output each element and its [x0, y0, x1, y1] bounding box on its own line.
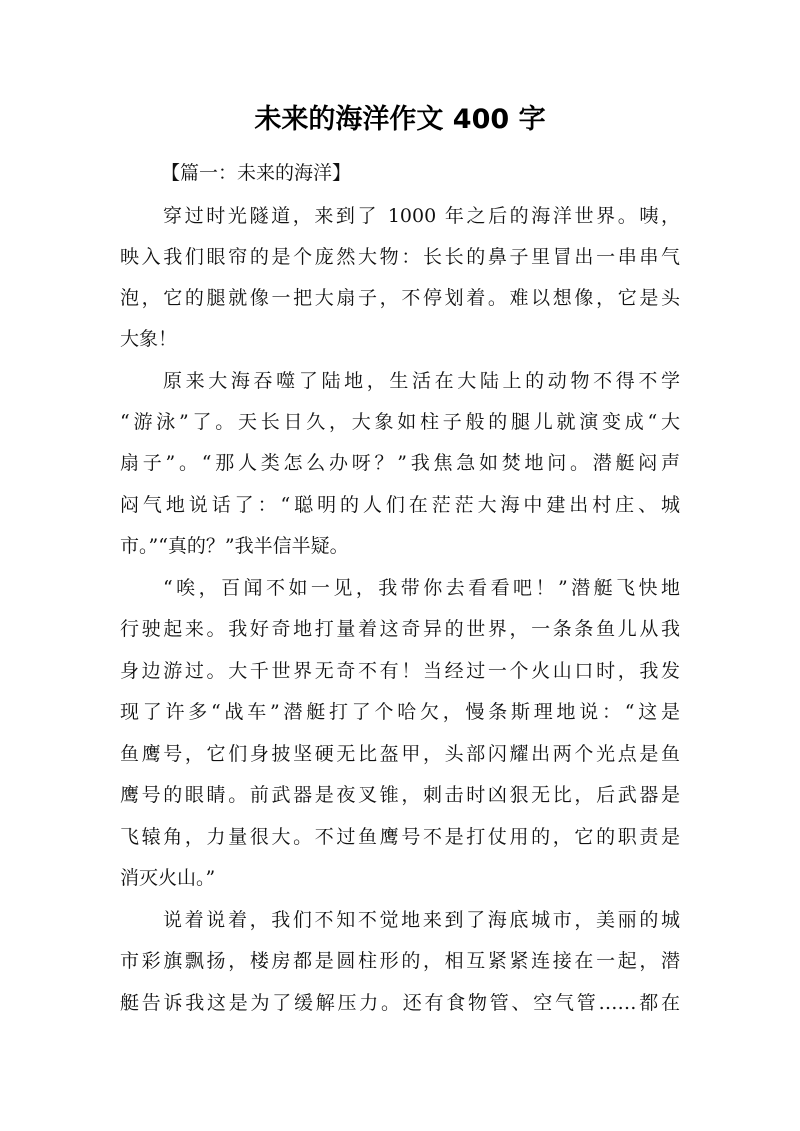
text-line-10: “唉，百闻不如一见，我带你去看看吧！”潜艇飞快地 [163, 577, 680, 599]
text-line-19: 市彩旗飘扬，楼房都是圆柱形的，相互紧紧连接在一起，潜 [120, 950, 680, 972]
document-title: 未来的海洋作文 400 字 [254, 104, 546, 135]
text-line-4: 大象！ [120, 328, 178, 350]
text-line-3: 泡，它的腿就像一把大扇子，不停划着。难以想像，它是头 [120, 287, 680, 309]
section-heading: 【篇一：未来的海洋】 [161, 162, 352, 184]
text-line-11: 行驶起来。我好奇地打量着这奇异的世界，一条条鱼儿从我 [120, 618, 680, 640]
text-line-1: 穿过时光隧道，来到了 1000 年之后的海洋世界。咦， [163, 205, 680, 227]
text-line-15: 鹰号的眼睛。前武器是夜叉锥，刺击时凶狠无比，后武器是 [120, 784, 680, 806]
text-line-16: 飞辕角，力量很大。不过鱼鹰号不是打仗用的，它的职责是 [120, 826, 680, 848]
text-line-9: 市。”“真的？”我半信半疑。 [120, 535, 349, 557]
text-line-18: 说着说着，我们不知不觉地来到了海底城市，美丽的城 [163, 909, 680, 931]
text-line-12: 身边游过。大千世界无奇不有！当经过一个火山口时，我发 [120, 660, 680, 682]
text-line-6: “游泳”了。天长日久，大象如柱子般的腿儿就演变成“大 [120, 411, 680, 433]
text-line-14: 鱼鹰号，它们身披坚硬无比盔甲，头部闪耀出两个光点是鱼 [120, 743, 680, 765]
text-line-20: 艇告诉我这是为了缓解压力。还有食物管、空气管……都在 [120, 992, 680, 1014]
text-line-7: 扇子”。“那人类怎么办呀？”我焦急如焚地问。潜艇闷声 [120, 452, 680, 474]
text-line-13: 现了许多“战车”潜艇打了个哈欠，慢条斯理地说：“这是 [120, 701, 680, 723]
text-line-5: 原来大海吞噬了陆地，生活在大陆上的动物不得不学 [163, 370, 680, 392]
text-line-2: 映入我们眼帘的是个庞然大物：长长的鼻子里冒出一串串气 [120, 246, 680, 268]
text-line-8: 闷气地说话了：“聪明的人们在茫茫大海中建出村庄、城 [120, 494, 680, 516]
text-line-17: 消灭火山。” [120, 867, 216, 889]
